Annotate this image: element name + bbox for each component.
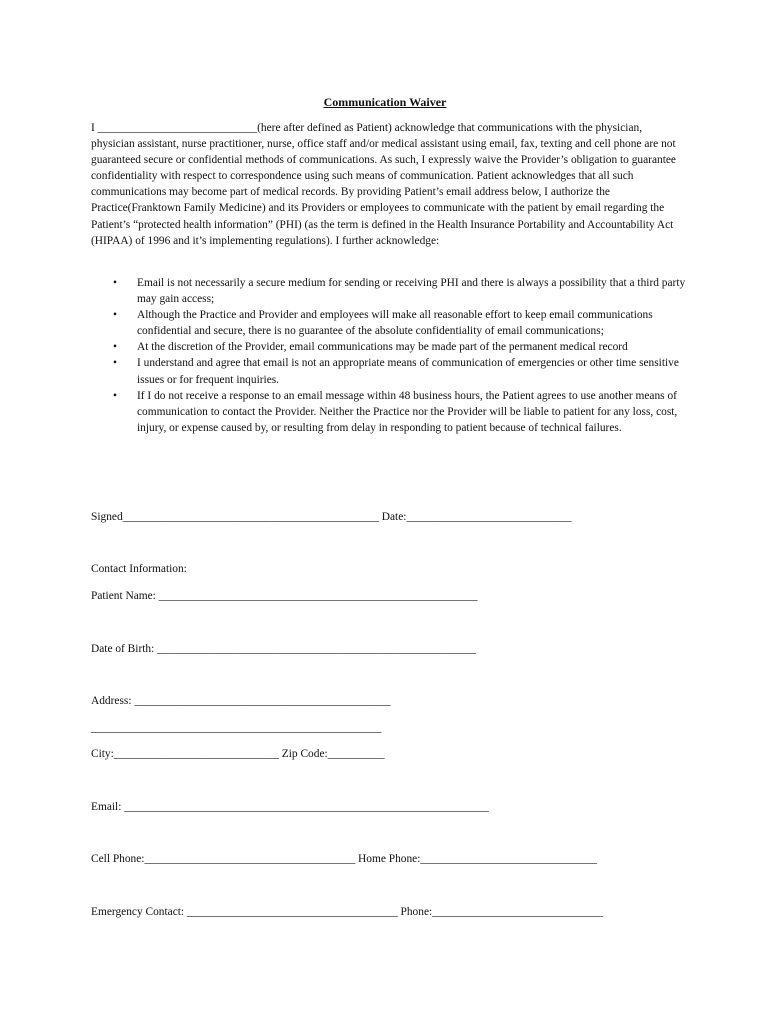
bullet-icon: • <box>113 389 117 402</box>
list-item: • At the discretion of the Provider, email communications may be made part of the permanent medical record <box>91 339 691 355</box>
contact-information-heading: Contact Information: <box>91 563 187 575</box>
list-item: • Email is not necessarily a secure medium for sending or receiving PHI and there is always a possibility that a third party may gain access; <box>113 277 686 306</box>
document-title: Communication Waiver <box>323 95 447 109</box>
intro-paragraph: I ____________________________(here after defined as Patient) acknowledge that communications with the physician, physician assistant, nurse practitioner, nurse, office staff and/or medical assistant using email, fax, texting and cell phone are not guaranteed secure or confidential methods of communications. As such, I expressly waive the Provider’s obligation to guarantee confidentiality with respect to correspondence using such means of communication. Patient acknowledges that all such communications may become part of medical records. By providing Patient’s email address below, I authorize the Practice(Franktown Family Medicine) and its Providers or employees to communicate with the patient by email regarding the Patient’s “protected health information” (PHI) (as the term is defined in the Health Insurance Portability and Accountability Act (HIPAA) of 1996 and it’s implementing regulations). I further acknowledge: <box>91 122 676 247</box>
bullet-icon: • <box>113 309 117 322</box>
list-item: • I understand and agree that email is not an appropriate means of communication of emergencies or other time sensitive issues or for frequent inquiries. <box>113 357 679 386</box>
date-of-birth-field[interactable]: Date of Birth: ________________________________________________________ <box>91 643 477 655</box>
bullet-icon: • <box>113 277 117 289</box>
acknowledgement-list <box>91 275 691 436</box>
address-field[interactable]: Address: _____________________________________________ <box>91 695 391 707</box>
bullet-icon: • <box>113 357 117 370</box>
address-line-2-field[interactable]: ___________________________________________________ <box>91 722 382 734</box>
signature-date-field[interactable]: Signed_____________________________________________ Date:_____________________________ <box>91 511 572 523</box>
list-item: • Although the Practice and Provider and employees will make all reasonable effort to keep email communications confidential and secure, there is no guarantee of the absolute confidentiality of email communications; <box>113 309 653 338</box>
bullet-icon: • <box>113 341 117 354</box>
city-zip-field[interactable]: City:_____________________________ Zip Code:__________ <box>91 748 385 760</box>
list-item: • If I do not receive a response to an email message within 48 business hours, the Patient agrees to use another means of communication to contact the Provider. Neither the Practice nor the Provider will be liable to patient for any loss, cost, injury, or expense caused by, or resulting from delay in responding to patient because of technical failures. <box>113 389 678 434</box>
emergency-contact-field[interactable]: Emergency Contact: _____________________________________ Phone:______________________________ <box>91 906 604 918</box>
email-field[interactable]: Email: ________________________________________________________________ <box>91 801 489 813</box>
phone-fields[interactable]: Cell Phone:_____________________________________ Home Phone:_______________________________ <box>91 853 597 865</box>
patient-name-field[interactable]: Patient Name: ________________________________________________________ <box>91 590 478 602</box>
